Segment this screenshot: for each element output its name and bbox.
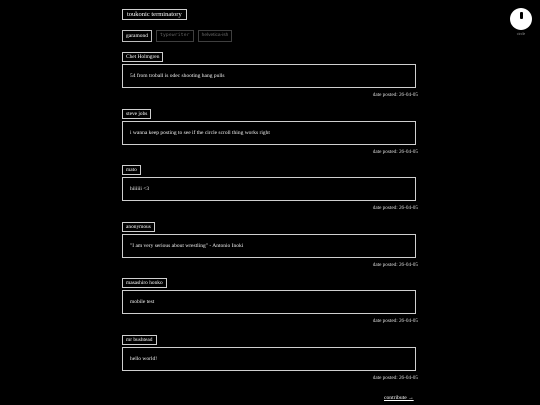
post-author: anonymous: [122, 222, 155, 232]
post-author: mato: [122, 165, 141, 175]
post-item: [122, 52, 418, 109]
contribute-link[interactable]: contribute →: [384, 395, 414, 401]
circle-icon[interactable]: [510, 8, 532, 30]
post-message: i wanna keep posting to see if the circle scroll thing works right: [122, 121, 416, 145]
post-list: [122, 52, 418, 392]
post-item: [122, 222, 418, 279]
font-button-typewriter[interactable]: typewriter: [156, 30, 194, 42]
post-date: date posted: 26-04-05: [372, 318, 418, 325]
font-button-helvetica[interactable]: helvetica-ish: [198, 30, 233, 42]
post-date: date posted: 26-04-05: [372, 148, 418, 155]
font-selector: [122, 30, 232, 42]
post-author: Chet Holmgren: [122, 52, 163, 62]
post-item: [122, 335, 418, 392]
post-author: masashiro honko: [122, 278, 167, 288]
circle-label: circle: [516, 32, 526, 36]
post-date: date posted: 26-04-05: [372, 261, 418, 268]
post-message: mobile test: [122, 290, 416, 314]
site-title: toukonic terminatory: [122, 9, 187, 20]
font-button-garamond[interactable]: garamond: [122, 30, 152, 42]
post-date: date posted: 26-04-05: [372, 374, 418, 381]
post-message: "I am very serious about wrestling" - Antonio Inoki: [122, 234, 416, 258]
post-message: hiiiiii <3: [122, 177, 416, 201]
post-item: [122, 109, 418, 166]
post-item: [122, 165, 418, 222]
post-date: date posted: 26-04-05: [372, 205, 418, 212]
post-message: 54 from troball is odec shooting hang pulls: [122, 64, 416, 88]
post-author: steve jobs: [122, 109, 151, 119]
post-message: hello world!: [122, 347, 416, 371]
post-author: mr bushtead: [122, 335, 157, 345]
post-item: [122, 278, 418, 335]
circle-toggle[interactable]: [509, 8, 533, 36]
post-date: date posted: 26-04-05: [372, 92, 418, 98]
